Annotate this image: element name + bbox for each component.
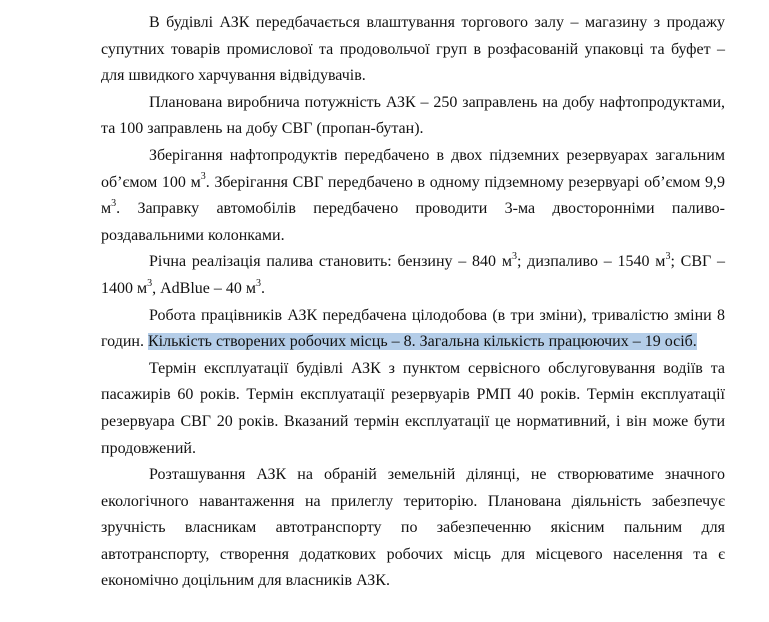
superscript-3: 3: [511, 251, 517, 263]
paragraph-7: Розташування АЗК на обраній земельній ділянці, не створюватиме значного екологічного навантаження на прилеглу територію. Планована діяльність забезпечує зручність власникам автотранспорту по забезпеченню якісним пальним для автотранспорту, створення додаткових робочих місць для місцевого населення та є економічно доцільним для власників АЗК.: [101, 466, 725, 590]
superscript-3: 3: [111, 197, 117, 209]
document-body: [101, 10, 725, 595]
superscript-3: 3: [256, 277, 262, 289]
paragraph-4-text-e: .: [261, 279, 266, 297]
paragraph-6: Термін експлуатації будівлі АЗК з пунктом сервісного обслуговування водіїв та пасажирів 60 років. Термін експлуатації резервуарів РМП 40 років. Термін експлуатації резервуара СВГ 20 років. Вказаний термін експлуатації це нормативний, і він може бути продовжений.: [101, 359, 725, 457]
paragraph-4-text-a: Річна реалізація палива становить: бензину – 840 м: [149, 253, 512, 271]
superscript-3: 3: [200, 171, 206, 183]
superscript-3: 3: [665, 251, 671, 263]
selected-text-highlight[interactable]: Кількість створених робочих місць – 8. Загальна кількість працюючих – 19 осіб.: [147, 333, 697, 351]
paragraph-3-text-a: Зберігання нафтопродуктів передбачено в двох підземних резервуарах загальним об’ємом 100 м: [101, 146, 725, 191]
paragraph-4-text-b: ; дизпаливо – 1540 м: [516, 253, 666, 271]
paragraph-2: Планована виробнича потужність АЗК – 250 заправлень на добу нафтопродуктами, та 100 заправлень на добу СВГ (пропан-бутан).: [101, 93, 725, 138]
paragraph-5: [101, 303, 725, 356]
paragraph-4-text-d: , AdBlue – 40 м: [152, 279, 257, 297]
paragraph-3-text-c: . Заправку автомобілів передбачено проводити 3-ма двосторонніми паливо-роздавальними колонками.: [101, 200, 725, 244]
paragraph-5-text: Робота працівників АЗК передбачена цілодобова (в три зміни), тривалістю зміни 8 годин.: [101, 306, 725, 351]
paragraph-4: [101, 249, 725, 302]
paragraph-3: [101, 143, 725, 249]
superscript-3: 3: [147, 277, 153, 289]
paragraph-1: В будівлі АЗК передбачається влаштування торгового залу – магазину з продажу супутних товарів промислової та продовольчої груп в розфасованій упаковці та буфет – для швидкого харчування відвідувачів.: [101, 14, 725, 85]
paragraph-3-text-b: . Зберігання СВГ передбачено в одному підземному резервуарі об’ємом 9,9 м: [101, 173, 725, 218]
paragraph-4-text-c: ; СВГ – 1400 м: [101, 253, 726, 297]
